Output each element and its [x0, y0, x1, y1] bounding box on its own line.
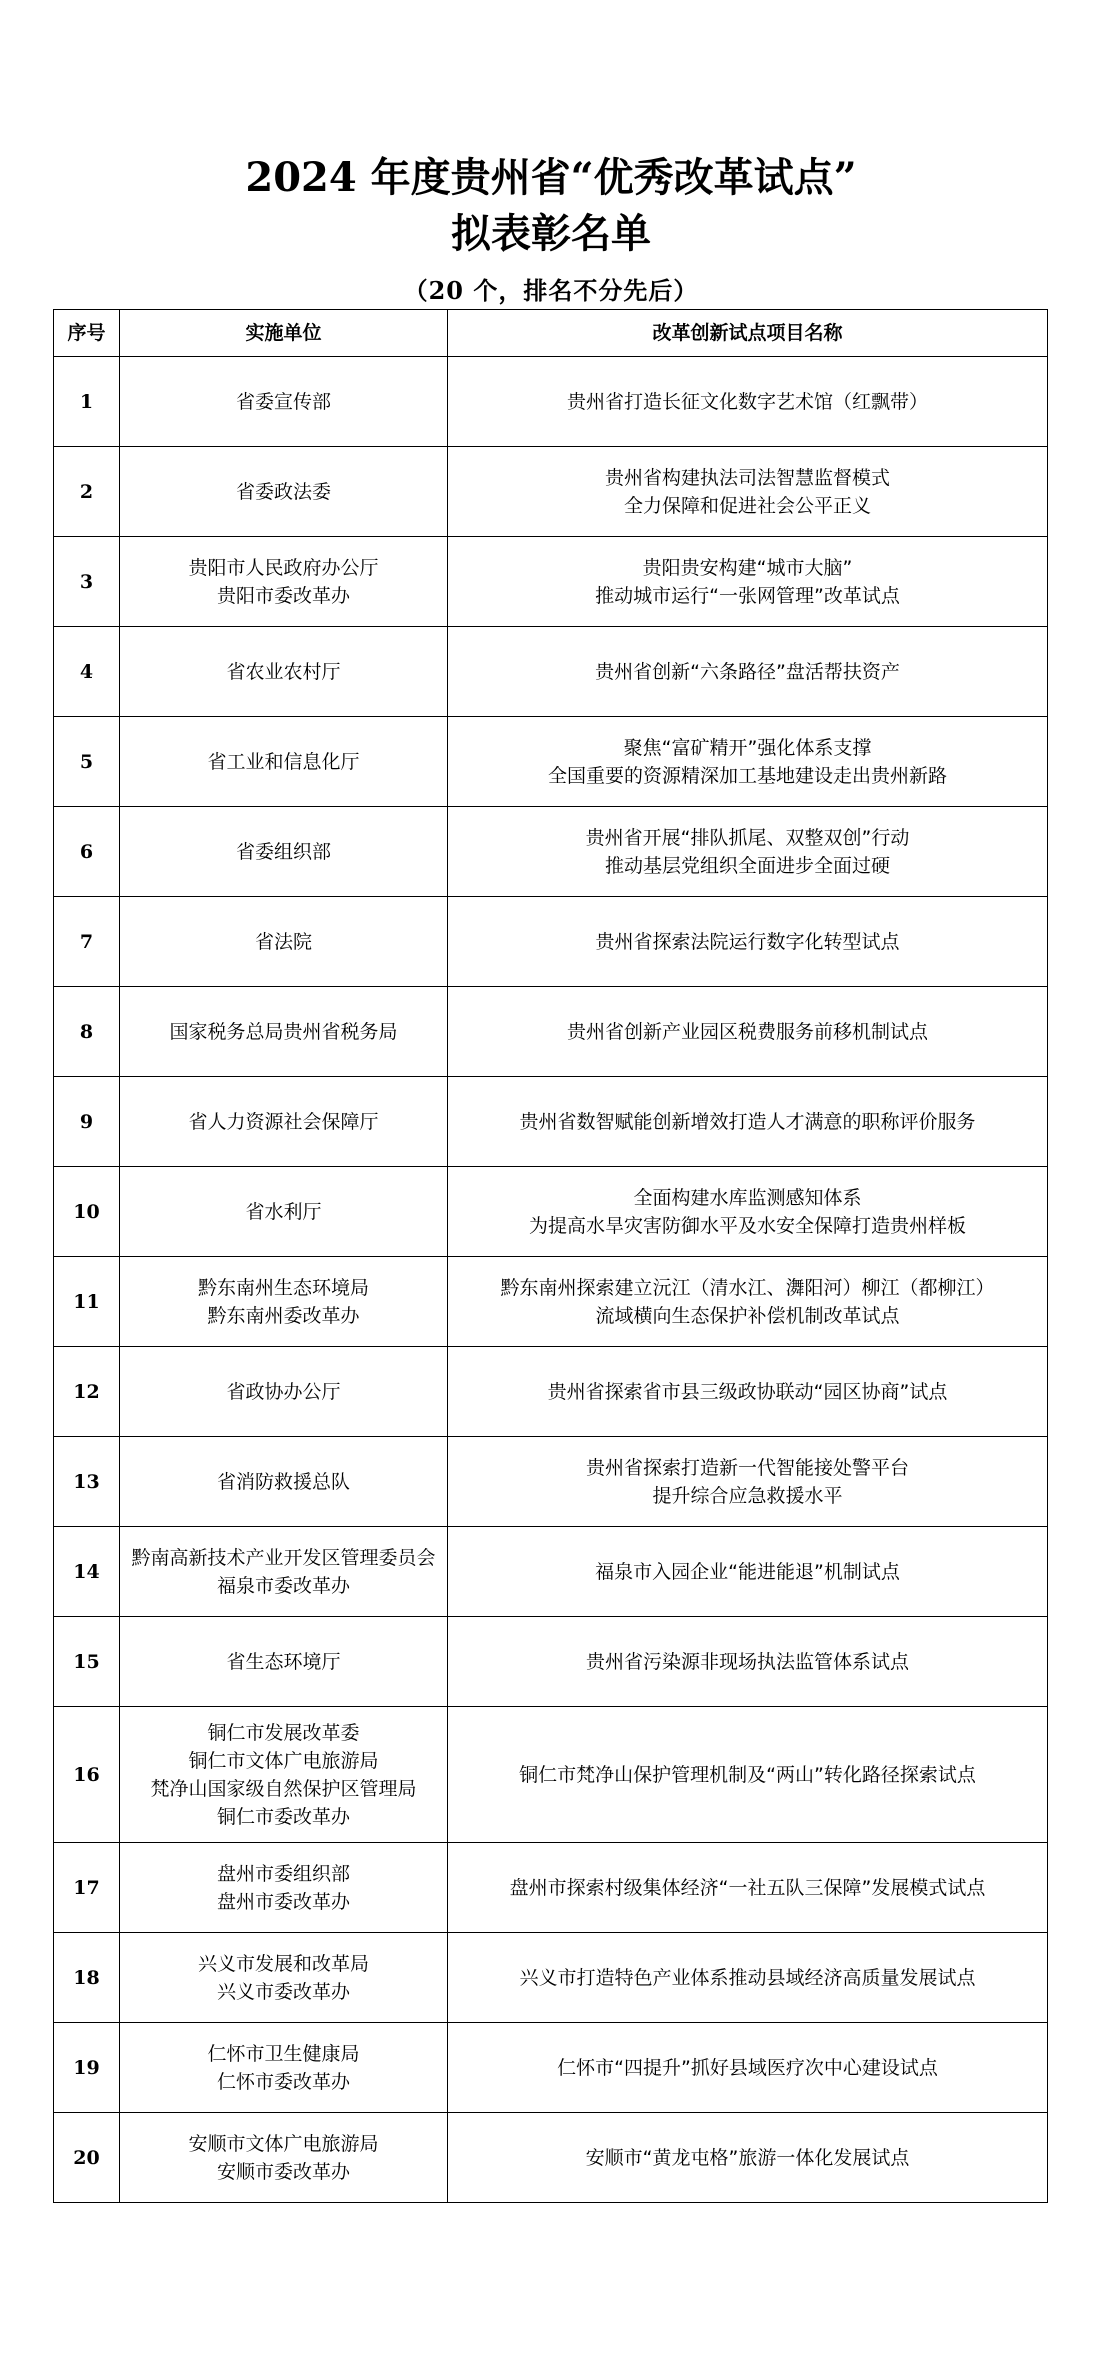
table-row [54, 1933, 1048, 2023]
unit-line: 铜仁市文体广电旅游局 [188, 1749, 379, 1772]
project-line: 贵州省构建执法司法智慧监督模式 [604, 466, 890, 489]
row-project [448, 1843, 1048, 1933]
page-subtitle: （20 个，排名不分先后） [403, 276, 699, 305]
row-unit [120, 627, 448, 717]
row-project [448, 1257, 1048, 1347]
table-row [54, 717, 1048, 807]
row-number: 1 [54, 357, 120, 447]
row-number: 5 [54, 717, 120, 807]
row-unit [120, 1077, 448, 1167]
project-line: 黔东南州探索建立沅江（清水江、㵲阳河）柳江（都柳江） [500, 1276, 995, 1299]
project-line: 推动基层党组织全面进步全面过硬 [604, 854, 890, 877]
unit-line: 省政协办公厅 [226, 1380, 341, 1403]
table-row [54, 1527, 1048, 1617]
row-number: 17 [54, 1843, 120, 1933]
row-number: 12 [54, 1347, 120, 1437]
project-line: 聚焦“富矿精开”强化体系支撑 [623, 736, 872, 759]
project-line: 安顺市“黄龙屯格”旅游一体化发展试点 [585, 2146, 910, 2169]
table-row [54, 807, 1048, 897]
project-line: 福泉市入园企业“能进能退”机制试点 [595, 1560, 900, 1583]
project-line: 流域横向生态保护补偿机制改革试点 [595, 1304, 900, 1327]
unit-line: 贵阳市人民政府办公厅 [188, 556, 379, 579]
unit-line: 梵净山国家级自然保护区管理局 [150, 1777, 417, 1800]
row-number: 11 [54, 1257, 120, 1347]
row-number: 3 [54, 537, 120, 627]
project-line: 推动城市运行“一张网管理”改革试点 [595, 584, 900, 607]
row-unit [120, 1933, 448, 2023]
unit-line: 国家税务总局贵州省税务局 [169, 1020, 398, 1043]
row-project [448, 1933, 1048, 2023]
table-body [54, 357, 1048, 2203]
unit-line: 省工业和信息化厅 [207, 750, 360, 773]
award-table [53, 309, 1048, 2203]
row-number: 14 [54, 1527, 120, 1617]
unit-line: 铜仁市发展改革委 [207, 1721, 360, 1744]
unit-line: 省水利厅 [245, 1200, 322, 1223]
row-unit [120, 447, 448, 537]
project-line: 全国重要的资源精深加工基地建设走出贵州新路 [547, 764, 947, 787]
table-row [54, 987, 1048, 1077]
row-unit [120, 1347, 448, 1437]
row-project [448, 537, 1048, 627]
project-line: 贵州省探索打造新一代智能接处警平台 [585, 1456, 909, 1479]
unit-line: 兴义市发展和改革局 [197, 1952, 369, 1975]
unit-line: 贵阳市委改革办 [216, 584, 350, 607]
unit-line: 省委政法委 [235, 480, 331, 503]
row-number: 7 [54, 897, 120, 987]
row-project [448, 627, 1048, 717]
project-line: 贵州省数智赋能创新增效打造人才满意的职称评价服务 [519, 1110, 976, 1133]
table-row [54, 537, 1048, 627]
row-unit [120, 1257, 448, 1347]
header-no: 序号 [54, 310, 120, 357]
row-project [448, 1617, 1048, 1707]
table-row [54, 1617, 1048, 1707]
row-unit [120, 1437, 448, 1527]
row-project [448, 807, 1048, 897]
row-unit [120, 897, 448, 987]
project-line: 贵阳贵安构建“城市大脑” [642, 556, 853, 579]
table-row [54, 1843, 1048, 1933]
unit-line: 盘州市委改革办 [216, 1890, 350, 1913]
row-unit [120, 1843, 448, 1933]
table-row [54, 1437, 1048, 1527]
row-number: 10 [54, 1167, 120, 1257]
row-number: 20 [54, 2113, 120, 2203]
unit-line: 盘州市委组织部 [216, 1862, 350, 1885]
unit-line: 铜仁市委改革办 [216, 1805, 350, 1828]
unit-line: 安顺市文体广电旅游局 [188, 2132, 379, 2155]
unit-line: 仁怀市委改革办 [216, 2070, 350, 2093]
project-line: 盘州市探索村级集体经济“一社五队三保障”发展模式试点 [509, 1876, 986, 1899]
unit-line: 兴义市委改革办 [216, 1980, 350, 2003]
project-line: 铜仁市梵净山保护管理机制及“两山”转化路径探索试点 [519, 1763, 976, 1786]
row-unit [120, 1707, 448, 1843]
row-project [448, 2023, 1048, 2113]
row-project [448, 447, 1048, 537]
row-project [448, 2113, 1048, 2203]
unit-line: 仁怀市卫生健康局 [207, 2042, 360, 2065]
row-number: 8 [54, 987, 120, 1077]
project-line: 贵州省开展“排队抓尾、双整双创”行动 [585, 826, 910, 849]
page-title-line2: 拟表彰名单 [451, 210, 651, 257]
project-line: 兴义市打造特色产业体系推动县域经济高质量发展试点 [519, 1966, 976, 1989]
row-project [448, 1077, 1048, 1167]
row-number: 19 [54, 2023, 120, 2113]
unit-line: 省委宣传部 [235, 390, 331, 413]
row-unit [120, 537, 448, 627]
unit-line: 省消防救援总队 [216, 1470, 350, 1493]
row-number: 6 [54, 807, 120, 897]
page-title: 2024 年度贵州省“优秀改革试点” [245, 154, 857, 201]
project-line: 全面构建水库监测感知体系 [633, 1186, 862, 1209]
project-line: 贵州省创新产业园区税费服务前移机制试点 [566, 1020, 928, 1043]
row-number: 16 [54, 1707, 120, 1843]
table-row [54, 1167, 1048, 1257]
table-row [54, 1347, 1048, 1437]
project-line: 贵州省污染源非现场执法监管体系试点 [585, 1650, 909, 1673]
row-project [448, 897, 1048, 987]
row-unit [120, 2113, 448, 2203]
row-unit [120, 1617, 448, 1707]
table-row [54, 627, 1048, 717]
row-unit [120, 357, 448, 447]
row-unit [120, 717, 448, 807]
table-row [54, 1707, 1048, 1843]
project-line: 贵州省打造长征文化数字艺术馆（红飘带） [566, 390, 928, 413]
row-project [448, 1167, 1048, 1257]
unit-line: 黔东南州委改革办 [207, 1304, 360, 1327]
row-number: 15 [54, 1617, 120, 1707]
unit-line: 省人力资源社会保障厅 [188, 1110, 379, 1133]
project-line: 提升综合应急救援水平 [652, 1484, 843, 1507]
row-project [448, 1347, 1048, 1437]
header-unit: 实施单位 [120, 310, 448, 357]
table-header-row [54, 310, 1048, 357]
row-project [448, 357, 1048, 447]
unit-line: 省委组织部 [235, 840, 331, 863]
table-row [54, 1257, 1048, 1347]
row-number: 13 [54, 1437, 120, 1527]
unit-line: 安顺市委改革办 [216, 2160, 350, 2183]
row-unit [120, 987, 448, 1077]
row-project [448, 1527, 1048, 1617]
header-project: 改革创新试点项目名称 [448, 310, 1048, 357]
title-block [0, 150, 1102, 308]
row-unit [120, 1167, 448, 1257]
table-row [54, 897, 1048, 987]
project-line: 全力保障和促进社会公平正义 [623, 494, 871, 517]
table-row [54, 447, 1048, 537]
table-row [54, 357, 1048, 447]
project-line: 为提高水旱灾害防御水平及水安全保障打造贵州样板 [528, 1214, 966, 1237]
row-project [448, 987, 1048, 1077]
table-row [54, 1077, 1048, 1167]
row-project [448, 1437, 1048, 1527]
project-line: 贵州省创新“六条路径”盘活帮扶资产 [595, 660, 900, 683]
project-line: 贵州省探索省市县三级政协联动“园区协商”试点 [547, 1380, 948, 1403]
row-unit [120, 2023, 448, 2113]
row-number: 2 [54, 447, 120, 537]
unit-line: 黔南高新技术产业开发区管理委员会 [131, 1546, 436, 1569]
row-number: 18 [54, 1933, 120, 2023]
unit-line: 福泉市委改革办 [216, 1574, 350, 1597]
row-unit [120, 807, 448, 897]
row-project [448, 717, 1048, 807]
unit-line: 省农业农村厅 [226, 660, 341, 683]
row-number: 9 [54, 1077, 120, 1167]
row-unit [120, 1527, 448, 1617]
unit-line: 省法院 [254, 930, 312, 953]
row-number: 4 [54, 627, 120, 717]
project-line: 仁怀市“四提升”抓好县域医疗次中心建设试点 [557, 2056, 938, 2079]
table-row [54, 2113, 1048, 2203]
project-line: 贵州省探索法院运行数字化转型试点 [595, 930, 900, 953]
unit-line: 黔东南州生态环境局 [197, 1276, 369, 1299]
unit-line: 省生态环境厅 [226, 1650, 341, 1673]
row-project [448, 1707, 1048, 1843]
table-row [54, 2023, 1048, 2113]
